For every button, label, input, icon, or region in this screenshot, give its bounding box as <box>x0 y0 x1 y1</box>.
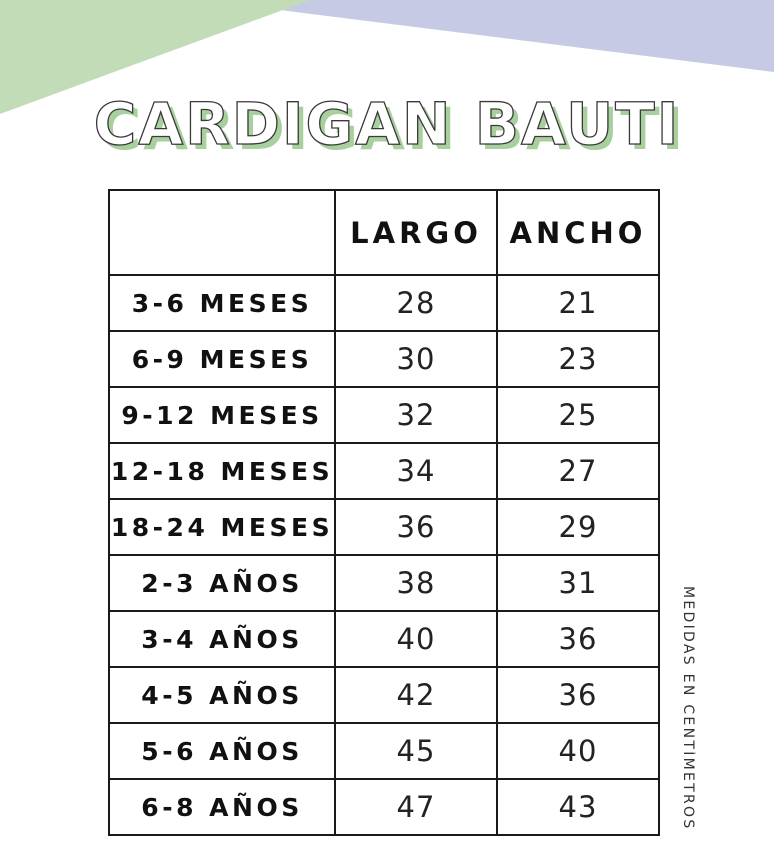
measurement-note: MEDIDAS EN CENTÍMETROS <box>680 586 696 831</box>
size-cell: 4-5 AÑOS <box>109 667 335 723</box>
largo-cell: 45 <box>335 723 497 779</box>
largo-cell: 47 <box>335 779 497 835</box>
table-row <box>109 387 659 443</box>
ancho-cell: 27 <box>497 443 659 499</box>
ancho-cell: 25 <box>497 387 659 443</box>
table-row <box>109 331 659 387</box>
size-cell: 6-9 MESES <box>109 331 335 387</box>
largo-cell: 38 <box>335 555 497 611</box>
size-cell: 5-6 AÑOS <box>109 723 335 779</box>
largo-cell: 40 <box>335 611 497 667</box>
ancho-cell: 43 <box>497 779 659 835</box>
ancho-cell: 29 <box>497 499 659 555</box>
largo-cell: 42 <box>335 667 497 723</box>
ancho-cell: 36 <box>497 667 659 723</box>
size-cell: 12-18 MESES <box>109 443 335 499</box>
largo-cell: 28 <box>335 275 497 331</box>
largo-cell: 34 <box>335 443 497 499</box>
page-title: CARDIGAN BAUTI <box>93 90 681 158</box>
ancho-cell: 21 <box>497 275 659 331</box>
header-ancho: ANCHO <box>497 190 659 275</box>
size-cell: 3-6 MESES <box>109 275 335 331</box>
ancho-cell: 23 <box>497 331 659 387</box>
header-largo: LARGO <box>335 190 497 275</box>
size-cell: 9-12 MESES <box>109 387 335 443</box>
ancho-cell: 36 <box>497 611 659 667</box>
table-row <box>109 555 659 611</box>
table-row <box>109 443 659 499</box>
largo-cell: 30 <box>335 331 497 387</box>
table-row <box>109 611 659 667</box>
size-cell: 6-8 AÑOS <box>109 779 335 835</box>
table-row <box>109 667 659 723</box>
table-row <box>109 499 659 555</box>
table-row <box>109 779 659 835</box>
largo-cell: 32 <box>335 387 497 443</box>
table-row <box>109 723 659 779</box>
header-row <box>109 190 659 275</box>
size-cell: 2-3 AÑOS <box>109 555 335 611</box>
table-row <box>109 275 659 331</box>
ancho-cell: 31 <box>497 555 659 611</box>
size-table <box>108 189 660 836</box>
largo-cell: 36 <box>335 499 497 555</box>
size-cell: 3-4 AÑOS <box>109 611 335 667</box>
ancho-cell: 40 <box>497 723 659 779</box>
size-cell: 18-24 MESES <box>109 499 335 555</box>
header-empty <box>109 190 335 275</box>
